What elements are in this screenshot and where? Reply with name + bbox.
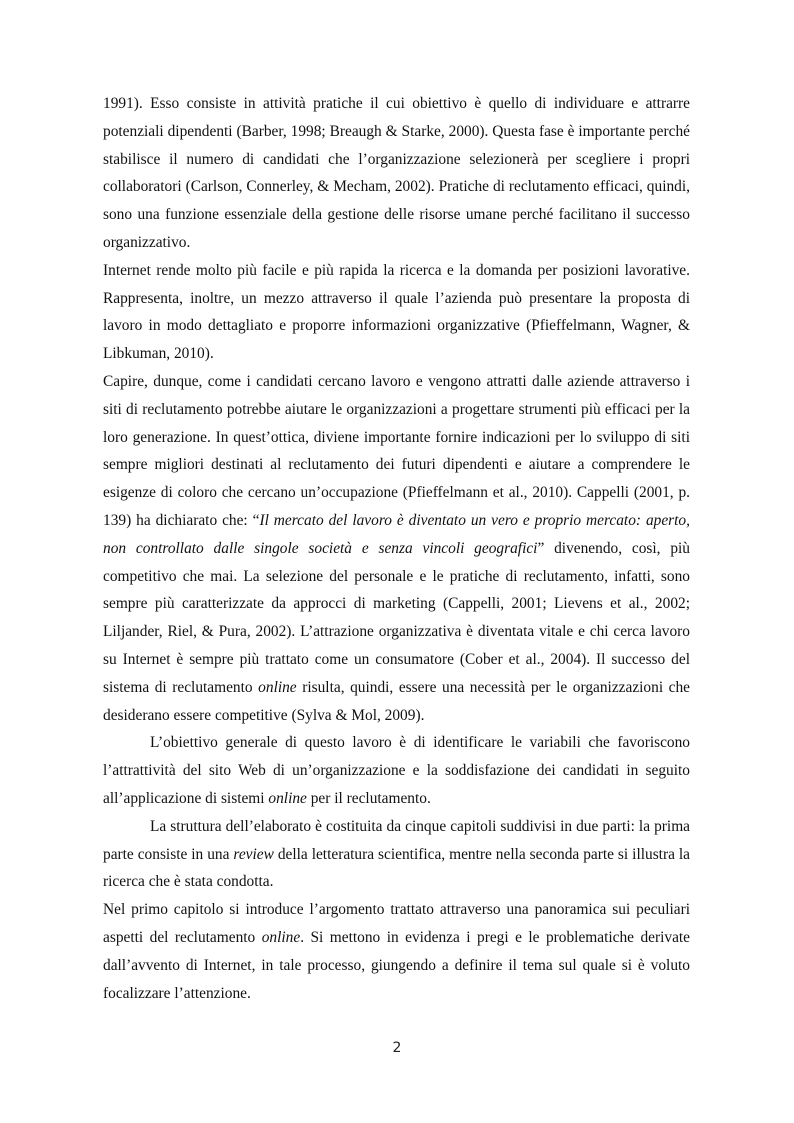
italic-text: online [268, 789, 307, 807]
italic-text: online [261, 928, 301, 946]
paragraph-text: Internet rende molto più facile e più rapida la ricerca e la domanda per posizioni lavorative. Rappresenta, inoltre, un mezzo attraverso il quale l’azienda può presentare la proposta di lavoro in modo dettagliato e proporre informazioni organizzative (Pfieffelmann, Wagner, & Libkuman, 2010). [103, 261, 690, 363]
paragraph-text: ” divenendo, così, più competitivo che mai. La selezione del personale e le pratiche di reclutamento, infatti, sono sempre più caratterizzate da approcci di marketing (Cappelli, 2001; Lievens et al., 2002; Liljander, Riel, & Pura, 2002). L’attrazione organizzativa è diventata vitale e chi cerca lavoro su Internet è sempre più trattato come un consumatore (Cober et al., 2004). Il successo del sistema di reclutamento [103, 539, 690, 696]
body-paragraph [103, 896, 690, 1007]
paragraph-text: Nel primo capitolo si introduce l’argomento trattato attraverso una panoramica sui peculiari aspetti del reclutamento [103, 901, 690, 946]
paragraph-text: per il reclutamento. [306, 789, 431, 807]
italic-text: review [233, 845, 274, 863]
italic-text: Il mercato del lavoro è diventato un vero e proprio mercato: aperto, non controllato dalle singole società e senza vincoli geografici [103, 511, 690, 557]
body-paragraph [103, 90, 690, 257]
paragraph-text: Capire, dunque, come i candidati cercano lavoro e vengono attratti dalle aziende attraverso i siti di reclutamento potrebbe aiutare le organizzazioni a progettare strumenti più efficaci per la loro generazione. In quest’ottica, diviene importante fornire indicazioni per lo sviluppo di siti sempre migliori destinati al reclutamento dei futuri dipendenti e aiutare a comprendere le esigenze di coloro che cercano un’occupazione (Pfieffelmann et al., 2010). Cappelli (2001, p. 139) ha dichiarato che: “ [103, 372, 690, 529]
paragraph-text: 1991). Esso consiste in attività pratiche il cui obiettivo è quello di individuare e attrarre potenziali dipendenti (Barber, 1998; Breaugh & Starke, 2000). Questa fase è importante perché stabilisce il numero di candidati che l’organizzazione selezionerà per scegliere i propri collaboratori (Carlson, Connerley, & Mecham, 2002). Pratiche di reclutamento efficaci, quindi, sono una funzione essenziale della gestione delle risorse umane perché facilitano il successo organizzativo. [103, 95, 690, 251]
page-body [103, 90, 690, 1007]
paragraph-text: L’obiettivo generale di questo lavoro è di identificare le variabili che favoriscono l’attrattività del sito Web di un’organizzazione e la soddisfazione dei candidati in seguito all’applicazione di sistemi [103, 734, 690, 807]
paragraph-text: della letteratura scientifica, mentre nella seconda parte si illustra la ricerca che è stata condotta. [103, 845, 690, 891]
page-number: 2 [392, 1040, 402, 1056]
body-paragraph [103, 813, 690, 896]
paragraph-text: . Si mettono in evidenza i pregi e le problematiche derivate dall’avvento di Internet, in tale processo, giungendo a definire il tema sul quale si è voluto focalizzare l’attenzione. [103, 928, 691, 1002]
body-paragraph [103, 729, 690, 812]
body-paragraph [103, 368, 690, 729]
body-paragraph [103, 257, 690, 368]
paragraph-text: risulta, quindi, essere una necessità per le organizzazioni che desiderano essere competitive (Sylva & Mol, 2009). [103, 678, 691, 724]
italic-text: online [258, 678, 297, 696]
paragraph-text: La struttura dell’elaborato è costituita da cinque capitoli suddivisi in due parti: la prima parte consiste in una [103, 817, 690, 863]
